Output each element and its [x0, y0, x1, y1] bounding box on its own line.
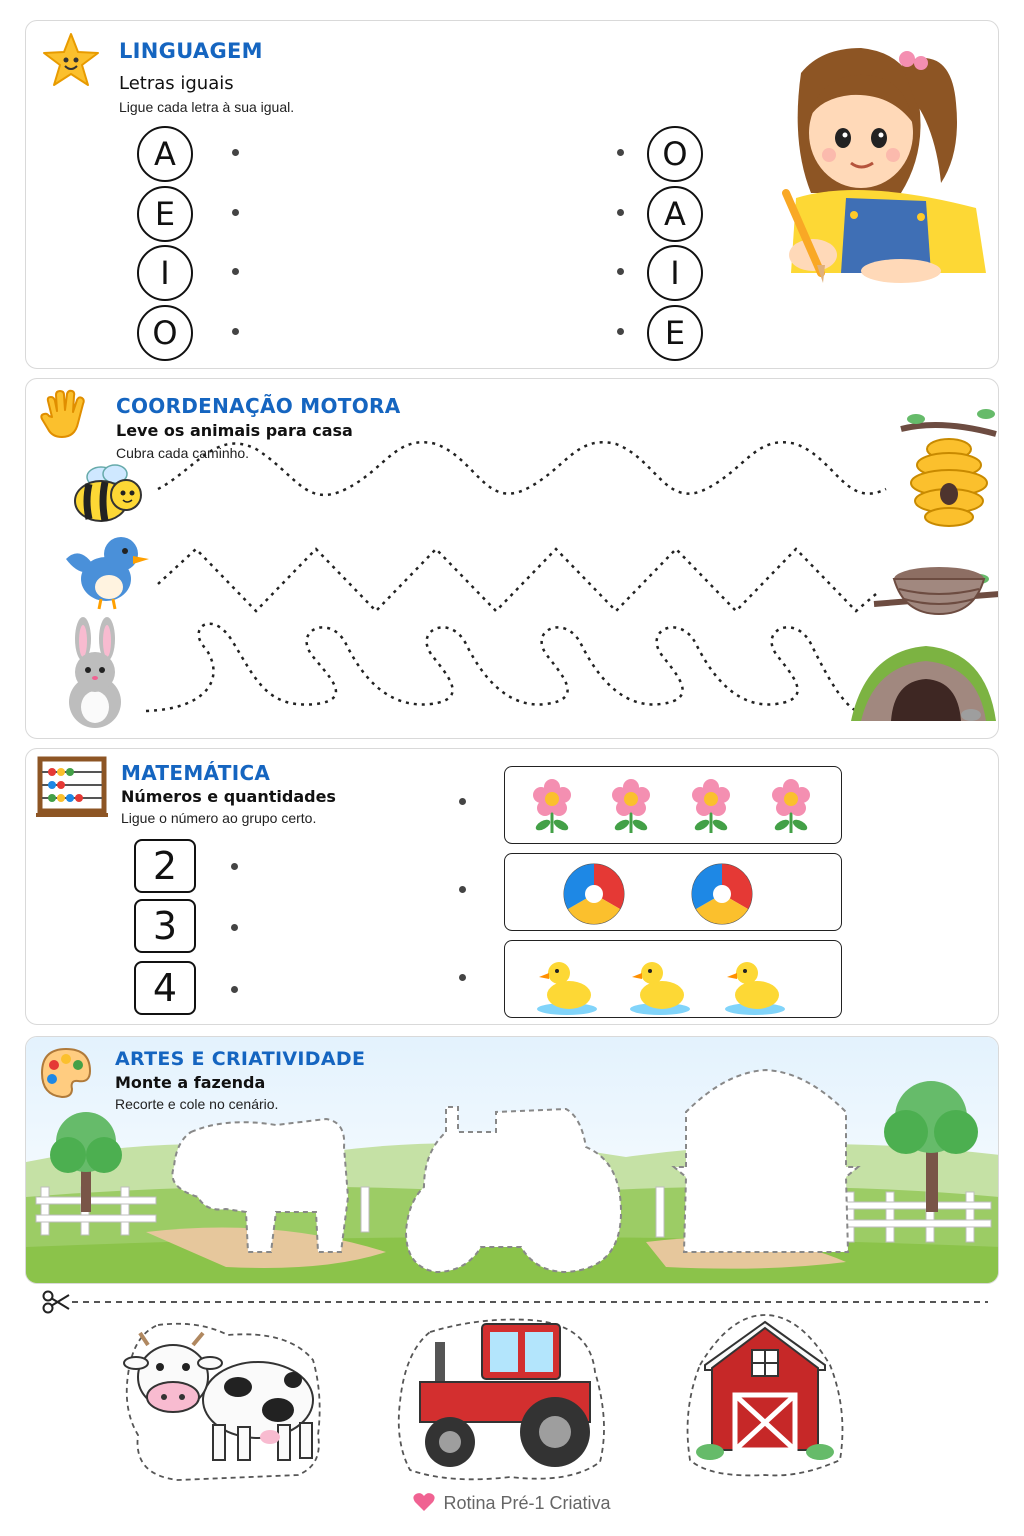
star-icon [41, 31, 101, 91]
connect-dot[interactable] [232, 328, 239, 335]
nest-illustration [874, 554, 999, 629]
left-letter[interactable]: O [137, 305, 193, 361]
cow-cutout[interactable] [118, 1315, 328, 1483]
right-letter[interactable]: E [647, 305, 703, 361]
connect-dot[interactable] [459, 798, 466, 805]
connect-dot[interactable] [232, 268, 239, 275]
abacus-icon [36, 757, 108, 817]
number-box[interactable]: 2 [134, 839, 196, 893]
left-letter[interactable]: A [137, 126, 193, 182]
heart-icon [413, 1492, 435, 1512]
language-card [25, 20, 999, 369]
footer-text: Rotina Pré-1 Criativa [443, 1493, 611, 1513]
connect-dot[interactable] [459, 886, 466, 893]
right-letter[interactable]: O [647, 126, 703, 182]
section-instruction: Ligue o número ao grupo certo. [121, 810, 317, 826]
connect-dot[interactable] [232, 209, 239, 216]
number-box[interactable]: 4 [134, 961, 196, 1015]
scissors-icon [42, 1290, 70, 1314]
left-letter[interactable]: E [137, 186, 193, 242]
tractor-cutout[interactable] [390, 1312, 615, 1487]
section-title: LINGUAGEM [119, 39, 263, 63]
connect-dot[interactable] [231, 924, 238, 931]
section-title: COORDENAÇÃO MOTORA [116, 394, 401, 418]
connect-dot[interactable] [231, 863, 238, 870]
flower-icons [505, 767, 843, 845]
connect-dot[interactable] [617, 328, 624, 335]
section-subtitle: Monte a fazenda [115, 1073, 266, 1092]
section-title: MATEMÁTICA [121, 761, 271, 785]
section-subtitle: Números e quantidades [121, 787, 336, 806]
section-title: ARTES E CRIATIVIDADE [115, 1048, 366, 1070]
section-instruction: Recorte e cole no cenário. [115, 1096, 279, 1112]
section-subtitle: Letras iguais [119, 73, 234, 94]
barn-cutout[interactable] [680, 1310, 850, 1480]
arts-card [25, 1036, 999, 1284]
ball-group[interactable] [504, 853, 842, 931]
connect-dot[interactable] [617, 209, 624, 216]
connect-dot[interactable] [459, 974, 466, 981]
palette-icon [38, 1045, 94, 1101]
section-instruction: Ligue cada letra à sua igual. [119, 99, 295, 115]
right-letter[interactable]: A [647, 186, 703, 242]
section-subtitle: Leve os animais para casa [116, 421, 353, 440]
connect-dot[interactable] [231, 986, 238, 993]
cut-line [72, 1300, 988, 1304]
connect-dot[interactable] [617, 149, 624, 156]
flower-group[interactable] [504, 766, 842, 844]
beach-ball-icons [505, 854, 843, 932]
footer [0, 1492, 1024, 1514]
number-box[interactable]: 3 [134, 899, 196, 953]
burrow-illustration [846, 641, 996, 726]
section-instruction: Cubra cada caminho. [116, 445, 250, 461]
duck-icons [505, 941, 843, 1019]
left-letter[interactable]: I [137, 245, 193, 301]
motor-card [25, 378, 999, 739]
beehive-illustration [901, 389, 996, 529]
connect-dot[interactable] [232, 149, 239, 156]
girl-writing-illustration [751, 33, 991, 283]
right-letter[interactable]: I [647, 245, 703, 301]
connect-dot[interactable] [617, 268, 624, 275]
duck-group[interactable] [504, 940, 842, 1018]
